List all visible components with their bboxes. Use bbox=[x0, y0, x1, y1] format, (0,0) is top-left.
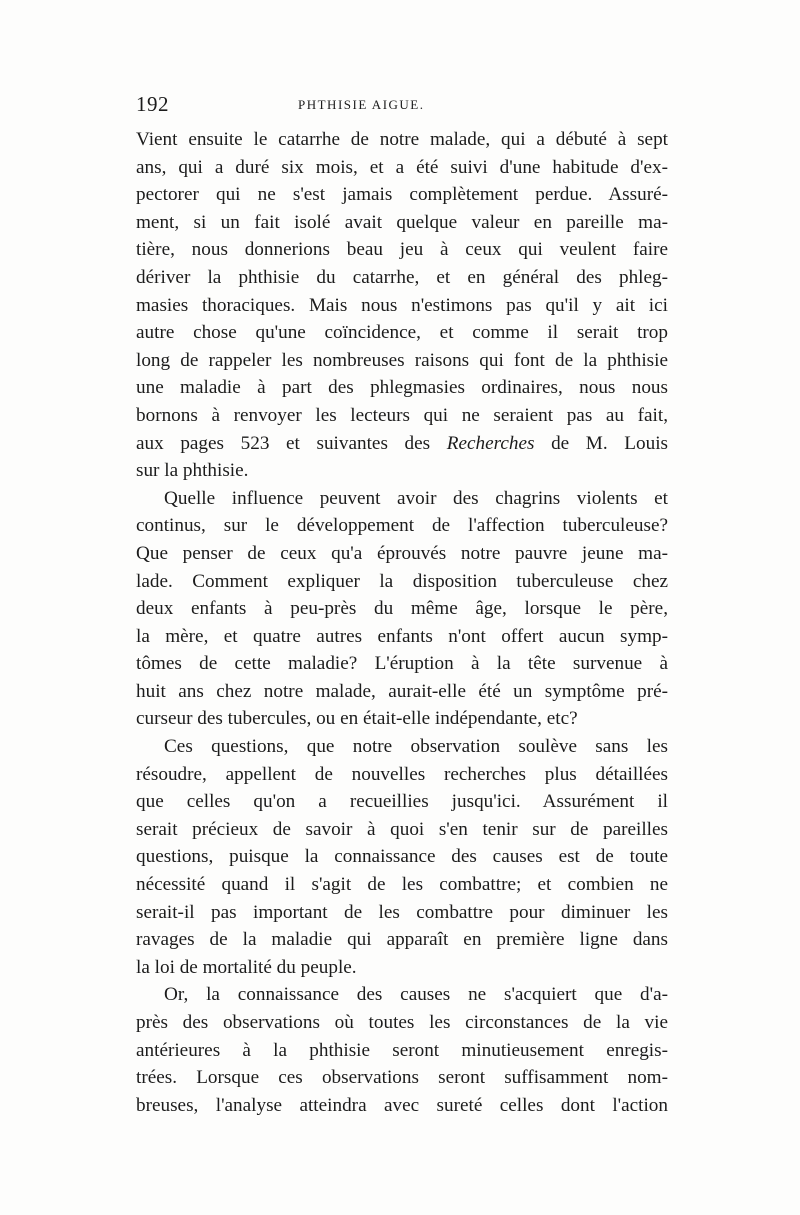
text-line: continus, sur le développement de l'affection tuberculeuse? bbox=[136, 515, 668, 537]
text-line: autre chose qu'une coïncidence, et comme il serait trop bbox=[136, 322, 668, 344]
text-line: serait précieux de savoir à quoi s'en tenir sur de pareilles bbox=[136, 818, 668, 840]
text-line: dériver la phthisie du catarrhe, et en général des phleg- bbox=[136, 266, 668, 288]
text-line: tière, nous donnerions beau jeu à ceux qui veulent faire bbox=[136, 239, 668, 261]
page-header bbox=[136, 92, 666, 122]
page-number: 192 bbox=[136, 92, 169, 116]
text-line: serait-il pas important de les combattre pour diminuer les bbox=[136, 901, 668, 923]
text-line: bornons à renvoyer les lecteurs qui ne seraient pas au fait, bbox=[136, 404, 668, 426]
text-line: trées. Lorsque ces observations seront suffisamment nom- bbox=[136, 1067, 668, 1089]
text-line: Que penser de ceux qu'a éprouvés notre pauvre jeune ma- bbox=[136, 542, 668, 564]
text-line: deux enfants à peu-près du même âge, lorsque le père, bbox=[136, 598, 668, 620]
text-line: sur la phthisie. bbox=[136, 460, 249, 482]
text-line: lade. Comment expliquer la disposition tuberculeuse chez bbox=[136, 570, 668, 592]
text-line: Vient ensuite le catarrhe de notre malade, qui a débuté à sept bbox=[136, 129, 668, 150]
text-line: près des observations où toutes les circonstances de la vie bbox=[136, 1012, 668, 1033]
text-line: masies thoraciques. Mais nous n'estimons pas qu'il y ait ici bbox=[136, 294, 668, 316]
book-title-citation: Recherches bbox=[446, 432, 535, 454]
text-line: Quelle influence peuvent avoir des chagrins violents et bbox=[164, 487, 668, 509]
text-line: questions, puisque la connaissance des causes est de toute bbox=[136, 846, 668, 868]
text-line: pectorer qui ne s'est jamais complètement perdue. Assuré- bbox=[136, 184, 668, 206]
text-line: ment, si un fait isolé avait quelque valeur en pareille ma- bbox=[136, 211, 668, 233]
text-line: une maladie à part des phlegmasies ordinaires, nous nous bbox=[136, 377, 668, 399]
text-line: antérieures à la phthisie seront minutieusement enregis- bbox=[136, 1039, 668, 1061]
body-text bbox=[136, 126, 668, 1119]
text-line: la loi de mortalité du peuple. bbox=[136, 956, 357, 978]
running-title: PHTHISIE AIGUE. bbox=[298, 97, 425, 112]
text-line: Ces questions, que notre observation soulève sans les bbox=[164, 736, 668, 758]
text-line: la mère, et quatre autres enfants n'ont offert aucun symp- bbox=[136, 625, 668, 647]
text-line: tômes de cette maladie? L'éruption à la tête survenue à bbox=[136, 653, 668, 675]
text-line: aux pages 523 et suivantes des Recherches de M. Louis bbox=[136, 432, 668, 454]
text-line: ravages de la maladie qui apparaît en première ligne dans bbox=[136, 929, 668, 951]
text-line: résoudre, appellent de nouvelles recherches plus détaillées bbox=[136, 763, 668, 785]
text-line: long de rappeler les nombreuses raisons qui font de la phthisie bbox=[136, 349, 668, 371]
text-line: ans, qui a duré six mois, et a été suivi d'une habitude d'ex- bbox=[136, 156, 668, 178]
text-line: breuses, l'analyse atteindra avec sureté celles dont l'action bbox=[136, 1094, 668, 1116]
text-line: Or, la connaissance des causes ne s'acquiert que d'a- bbox=[164, 984, 668, 1006]
text-line: nécessité quand il s'agit de les combattre; et combien ne bbox=[136, 874, 668, 896]
text-line: que celles qu'on a recueillies jusqu'ici. Assurément il bbox=[136, 791, 668, 813]
text-line: curseur des tubercules, ou en était-elle indépendante, etc? bbox=[136, 708, 578, 730]
text-line: huit ans chez notre malade, aurait-elle été un symptôme pré- bbox=[136, 680, 668, 702]
